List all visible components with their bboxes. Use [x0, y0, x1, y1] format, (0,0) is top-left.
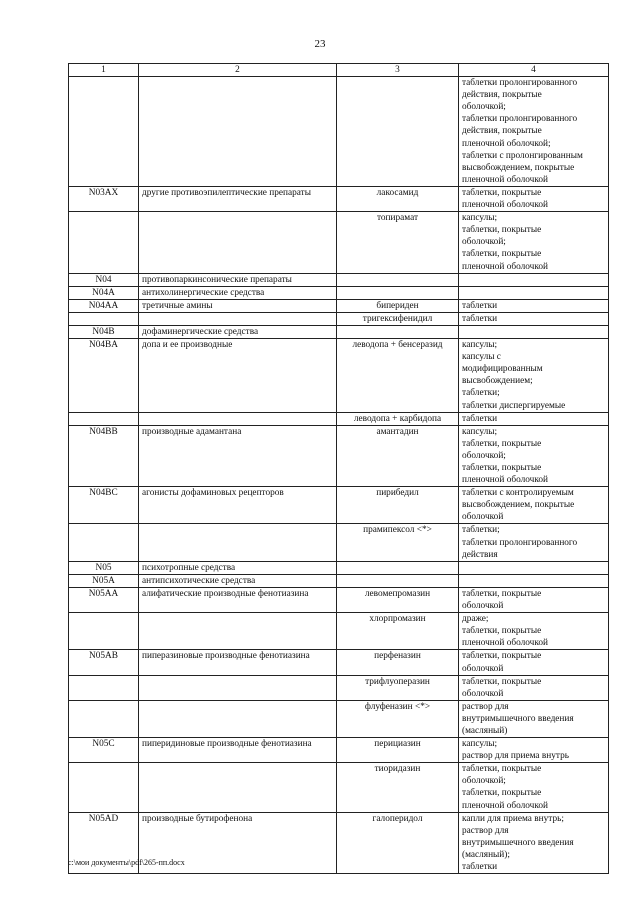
- dosage-form-cell: капли для приема внутрь; раствор для внутримышечного введения (масляный); таблетки: [459, 812, 609, 873]
- column-header: 2: [139, 64, 337, 77]
- dosage-form-cell: [459, 286, 609, 299]
- atc-code-cell: [69, 675, 139, 700]
- inn-cell: лакосамид: [337, 186, 459, 211]
- group-name-cell: антихолинергические средства: [139, 286, 337, 299]
- dosage-form-cell: таблетки, покрытые оболочкой: [459, 650, 609, 675]
- table-header-row: [69, 64, 609, 77]
- table-row: [69, 763, 609, 812]
- dosage-form-cell: раствор для внутримышечного введения (масляный): [459, 700, 609, 737]
- inn-cell: [337, 325, 459, 338]
- group-name-cell: антипсихотические средства: [139, 574, 337, 587]
- dosage-form-cell: таблетки, покрытые оболочкой: [459, 587, 609, 612]
- group-name-cell: допа и ее производные: [139, 339, 337, 413]
- page-number: 23: [314, 38, 326, 50]
- table-row: [69, 339, 609, 413]
- atc-code-cell: N04BC: [69, 487, 139, 524]
- dosage-form-cell: таблетки; таблетки пролонгированного действия: [459, 524, 609, 561]
- dosage-form-cell: таблетки с контролируемым высвобождением, покрытые оболочкой: [459, 487, 609, 524]
- dosage-form-cell: таблетки пролонгированного действия, покрытые оболочкой; таблетки пролонгированного действия, покрытые пленочной оболочкой; таблетки с пролонгированным высвобождением, покрытые пленочной оболочкой: [459, 77, 609, 187]
- table-row: [69, 613, 609, 650]
- table-row: [69, 77, 609, 187]
- dosage-form-cell: таблетки, покрытые оболочкой; таблетки, покрытые пленочной оболочкой: [459, 763, 609, 812]
- atc-code-cell: N04: [69, 273, 139, 286]
- file-path-footer: c:\мои документы\pdf\265-пп.docx: [68, 858, 185, 867]
- inn-cell: левомепромазин: [337, 587, 459, 612]
- table-row: [69, 312, 609, 325]
- table-row: [69, 425, 609, 486]
- column-header: 4: [459, 64, 609, 77]
- atc-code-cell: [69, 312, 139, 325]
- atc-code-cell: N04B: [69, 325, 139, 338]
- table-row: [69, 574, 609, 587]
- group-name-cell: [139, 412, 337, 425]
- group-name-cell: [139, 77, 337, 187]
- inn-cell: амантадин: [337, 425, 459, 486]
- group-name-cell: дофаминергические средства: [139, 325, 337, 338]
- group-name-cell: [139, 700, 337, 737]
- group-name-cell: производные адамантана: [139, 425, 337, 486]
- atc-code-cell: N05AA: [69, 587, 139, 612]
- atc-code-cell: N05A: [69, 574, 139, 587]
- atc-code-cell: [69, 763, 139, 812]
- group-name-cell: [139, 613, 337, 650]
- column-header: 3: [337, 64, 459, 77]
- table-body: [69, 77, 609, 874]
- table-row: [69, 186, 609, 211]
- group-name-cell: пиперазиновые производные фенотиазина: [139, 650, 337, 675]
- dosage-form-cell: таблетки: [459, 412, 609, 425]
- table-row: [69, 587, 609, 612]
- inn-cell: перфеназин: [337, 650, 459, 675]
- inn-cell: прамипексол <*>: [337, 524, 459, 561]
- inn-cell: бипериден: [337, 299, 459, 312]
- dosage-form-cell: капсулы; таблетки, покрытые оболочкой; таблетки, покрытые пленочной оболочкой: [459, 425, 609, 486]
- group-name-cell: производные бутирофенона: [139, 812, 337, 873]
- dosage-form-cell: таблетки: [459, 299, 609, 312]
- group-name-cell: противопаркинсонические препараты: [139, 273, 337, 286]
- atc-code-cell: [69, 412, 139, 425]
- dosage-form-cell: [459, 325, 609, 338]
- dosage-form-cell: капсулы; раствор для приема внутрь: [459, 738, 609, 763]
- atc-code-cell: [69, 700, 139, 737]
- table-row: [69, 299, 609, 312]
- inn-cell: [337, 574, 459, 587]
- inn-cell: [337, 561, 459, 574]
- inn-cell: пирибедил: [337, 487, 459, 524]
- dosage-form-cell: таблетки, покрытые пленочной оболочкой: [459, 186, 609, 211]
- atc-code-cell: N05AD: [69, 812, 139, 873]
- atc-code-cell: [69, 212, 139, 273]
- group-name-cell: другие противоэпилептические препараты: [139, 186, 337, 211]
- atc-code-cell: N03AX: [69, 186, 139, 211]
- dosage-form-cell: таблетки, покрытые оболочкой: [459, 675, 609, 700]
- dosage-form-cell: капсулы; таблетки, покрытые оболочкой; таблетки, покрытые пленочной оболочкой: [459, 212, 609, 273]
- table-row: [69, 675, 609, 700]
- inn-cell: трифлуоперазин: [337, 675, 459, 700]
- group-name-cell: пиперидиновые производные фенотиазина: [139, 738, 337, 763]
- dosage-form-cell: таблетки: [459, 312, 609, 325]
- inn-cell: тригексифенидил: [337, 312, 459, 325]
- group-name-cell: алифатические производные фенотиазина: [139, 587, 337, 612]
- inn-cell: топирамат: [337, 212, 459, 273]
- group-name-cell: [139, 675, 337, 700]
- inn-cell: галоперидол: [337, 812, 459, 873]
- table-row: [69, 561, 609, 574]
- atc-code-cell: [69, 613, 139, 650]
- group-name-cell: агонисты дофаминовых рецепторов: [139, 487, 337, 524]
- atc-code-cell: [69, 524, 139, 561]
- inn-cell: леводопа + карбидопа: [337, 412, 459, 425]
- inn-cell: леводопа + бенсеразид: [337, 339, 459, 413]
- dosage-form-cell: [459, 561, 609, 574]
- dosage-form-cell: драже; таблетки, покрытые пленочной оболочкой: [459, 613, 609, 650]
- table-row: [69, 650, 609, 675]
- atc-code-cell: N04AA: [69, 299, 139, 312]
- inn-cell: перициазин: [337, 738, 459, 763]
- dosage-form-cell: [459, 273, 609, 286]
- atc-code-cell: N05: [69, 561, 139, 574]
- inn-cell: [337, 286, 459, 299]
- table-row: [69, 700, 609, 737]
- group-name-cell: [139, 212, 337, 273]
- atc-code-cell: N04BB: [69, 425, 139, 486]
- table-row: [69, 286, 609, 299]
- medicines-table: [68, 63, 609, 874]
- group-name-cell: психотропные средства: [139, 561, 337, 574]
- dosage-form-cell: [459, 574, 609, 587]
- column-header: 1: [69, 64, 139, 77]
- table-row: [69, 524, 609, 561]
- atc-code-cell: N04BA: [69, 339, 139, 413]
- atc-code-cell: [69, 77, 139, 187]
- group-name-cell: [139, 524, 337, 561]
- inn-cell: [337, 77, 459, 187]
- table-row: [69, 273, 609, 286]
- table-row: [69, 212, 609, 273]
- table-row: [69, 738, 609, 763]
- atc-code-cell: N04A: [69, 286, 139, 299]
- atc-code-cell: N05AB: [69, 650, 139, 675]
- inn-cell: [337, 273, 459, 286]
- inn-cell: тиоридазин: [337, 763, 459, 812]
- dosage-form-cell: капсулы; капсулы с модифицированным высвобождением; таблетки; таблетки диспергируемые: [459, 339, 609, 413]
- table-row: [69, 325, 609, 338]
- inn-cell: хлорпромазин: [337, 613, 459, 650]
- table-row: [69, 412, 609, 425]
- group-name-cell: [139, 763, 337, 812]
- group-name-cell: [139, 312, 337, 325]
- group-name-cell: третичные амины: [139, 299, 337, 312]
- atc-code-cell: N05C: [69, 738, 139, 763]
- table-row: [69, 487, 609, 524]
- inn-cell: флуфеназин <*>: [337, 700, 459, 737]
